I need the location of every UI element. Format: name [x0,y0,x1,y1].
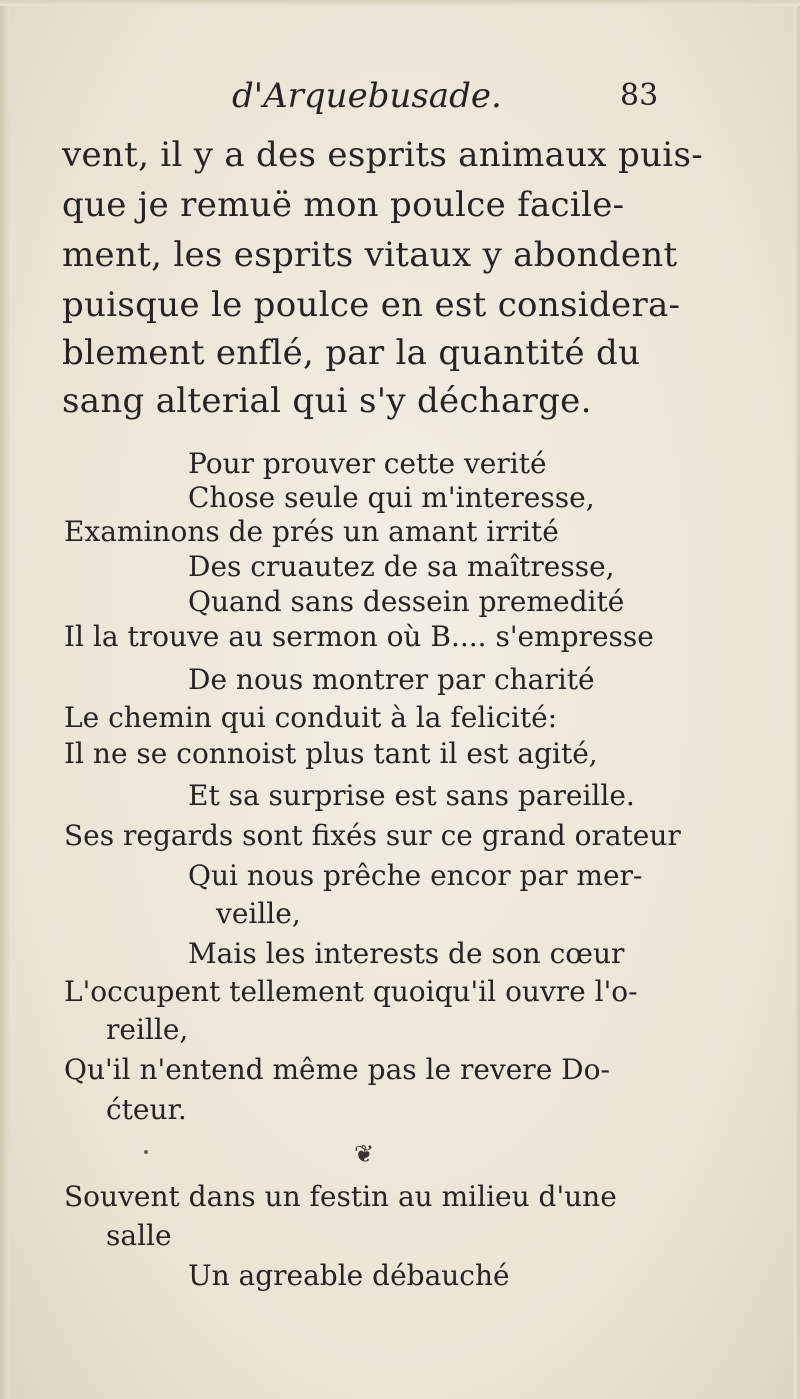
verse-line: Qui nous prêche encor par mer- [188,859,643,892]
verse-line: reille, [106,1013,189,1046]
verse-line: De nous montrer par charité [188,663,595,696]
verse-line: Ses regards sont fixés sur ce grand orateur [64,819,681,852]
verse-line: veille, [216,897,301,930]
ink-speck [144,1150,148,1154]
verse-line: Un agreable débauché [188,1259,510,1292]
fleuron-ornament: ❦ [354,1140,375,1168]
prose-line: puisque le poulce en est considera- [62,285,681,325]
prose-line: vent, il y a des esprits animaux puis- [62,135,703,175]
prose-line: sang alterial qui s'y décharge. [62,381,592,421]
page-left-edge [0,0,10,1399]
prose-line: blement enflé, par la quantité du [62,333,641,373]
verse-line: Le chemin qui conduit à la felicité: [64,701,558,734]
verse-line: Des cruautez de sa maîtresse, [188,550,615,583]
running-head-title: d'Arquebusade. [232,76,502,116]
verse-line: Souvent dans un festin au milieu d'une [64,1180,617,1213]
verse-line: L'occupent tellement quoiqu'il ouvre l'o- [64,975,638,1008]
verse-line: Et sa surprise est sans pareille. [188,779,635,812]
verse-line: Il ne se connoist plus tant il est agité, [64,737,598,770]
verse-line: Chose seule qui m'interesse, [188,481,595,514]
verse-line: Il la trouve au sermon où B.... s'empresse [64,620,654,653]
prose-line: ment, les esprits vitaux y abondent [62,235,678,275]
page-number: 83 [620,78,659,113]
verse-line: ćteur. [106,1093,187,1126]
verse-line: Examinons de prés un amant irrité [64,515,559,548]
verse-line: Mais les interests de son cœur [188,937,625,970]
verse-line: Quand sans dessein premedité [188,585,625,618]
verse-line: salle [106,1219,172,1252]
page-right-edge [794,0,800,1399]
verse-line: Pour prouver cette verité [188,447,547,480]
verse-line: Qu'il n'entend même pas le revere Do- [64,1053,610,1086]
prose-line: que je remuë mon poulce facile- [62,185,625,225]
page-top-edge [0,0,800,6]
